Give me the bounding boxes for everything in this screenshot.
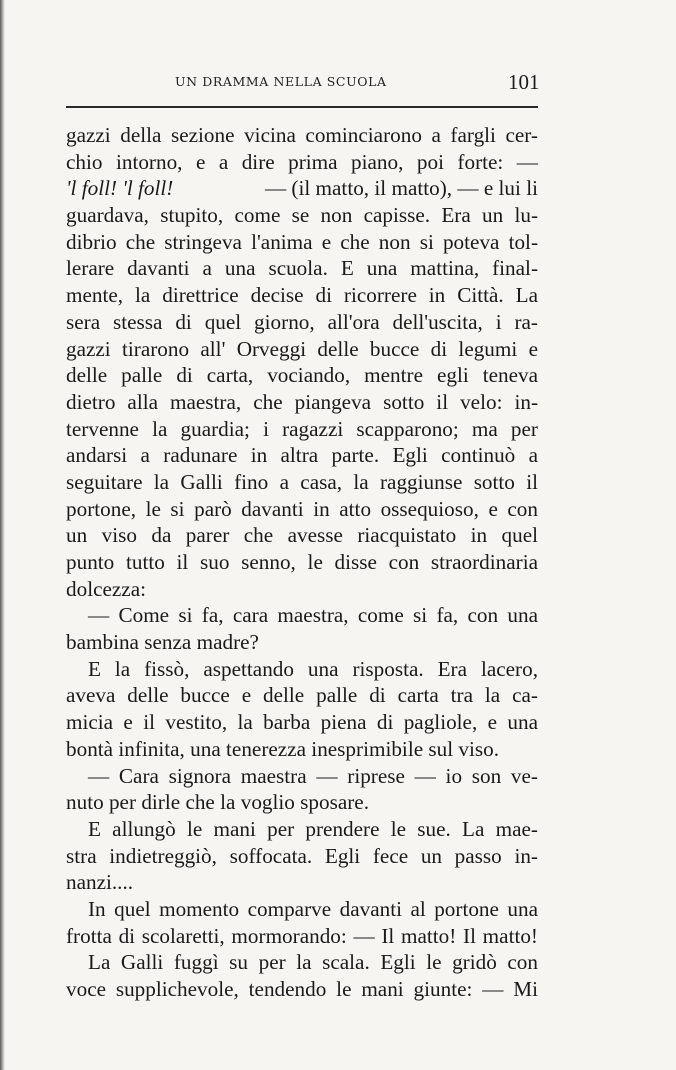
text-line: tervenne la guardia; i ragazzi scapparono; ma per bbox=[66, 416, 538, 441]
text-line: dibrio che stringeva l'anima e che non si poteva tol- bbox=[66, 229, 538, 254]
text-line: portone, le si parò davanti in atto ossequioso, e con bbox=[66, 496, 538, 521]
text-line: E allungò le mani per prendere le sue. La mae- bbox=[88, 816, 538, 841]
text-line: gazzi tirarono all' Orveggi delle bucce di legumi e bbox=[66, 336, 538, 361]
text-line: micia e il vestito, la barba piena di pagliole, e una bbox=[66, 710, 538, 735]
header-rule bbox=[66, 106, 538, 108]
text-line: — Come si fa, cara maestra, come si fa, con una bbox=[88, 603, 538, 628]
running-title: UN DRAMMA NELLA SCUOLA bbox=[175, 74, 387, 89]
running-head bbox=[0, 70, 676, 98]
text-line: andarsi a radunare in altra parte. Egli continuò a bbox=[66, 443, 538, 468]
text-line: gazzi della sezione vicina cominciarono a fargli cer- bbox=[66, 123, 538, 147]
text-line: La Galli fuggì su per la scala. Egli le gridò con bbox=[88, 950, 538, 975]
text-line: voce supplichevole, tendendo le mani giunte: — Mi bbox=[66, 977, 538, 1001]
text-line: E la fissò, aspettando una risposta. Era lacero, bbox=[88, 656, 538, 681]
text-line: un viso da parer che avesse riacquistato in quel bbox=[66, 523, 538, 548]
page-binding-edge bbox=[0, 0, 5, 1070]
text-line: punto tutto il suo senno, le disse con straordinaria bbox=[66, 550, 538, 574]
text-line-rest: — (il matto, il matto), — e lui li bbox=[264, 176, 538, 201]
body-text bbox=[66, 122, 538, 1003]
text-line: chio intorno, e a dire prima piano, poi forte: — bbox=[66, 149, 538, 174]
text-line: guardava, stupito, come se non capisse. Era un lu- bbox=[66, 203, 538, 228]
text-line: aveva delle bucce e delle palle di carta tra la ca- bbox=[66, 683, 538, 708]
text-line bbox=[66, 175, 538, 202]
text-line: bontà infinita, una tenerezza inesprimibile sul viso. bbox=[66, 736, 500, 761]
text-line: stra indietreggiò, soffocata. Egli fece un passo in- bbox=[66, 843, 538, 868]
text-line: nanzi.... bbox=[66, 870, 134, 895]
text-line: dolcezza: bbox=[66, 576, 146, 601]
text-line: delle palle di carta, vociando, mentre egli teneva bbox=[66, 363, 538, 388]
text-line: nuto per dirle che la voglio sposare. bbox=[66, 790, 370, 815]
text-line: — Cara signora maestra — riprese — io son ve- bbox=[88, 763, 538, 788]
page-number: 101 bbox=[508, 70, 540, 94]
text-line: mente, la direttrice decise di ricorrere in Città. La bbox=[66, 283, 538, 308]
text-line: frotta di scolaretti, mormorando: — Il matto! Il matto! bbox=[66, 923, 538, 948]
text-line: bambina senza madre? bbox=[66, 630, 259, 655]
text-line: In quel momento comparve davanti al portone una bbox=[88, 896, 538, 921]
text-line: sera stessa di quel giorno, all'ora dell'uscita, i ra- bbox=[66, 309, 538, 334]
text-line: lerare davanti a una scuola. E una mattina, final- bbox=[66, 256, 538, 281]
text-line: dietro alla maestra, che piangeva sotto il velo: in- bbox=[66, 389, 538, 414]
italic-phrase: 'l foll! 'l foll! bbox=[66, 176, 174, 201]
text-line: seguitare la Galli fino a casa, la raggiunse sotto il bbox=[66, 469, 538, 494]
